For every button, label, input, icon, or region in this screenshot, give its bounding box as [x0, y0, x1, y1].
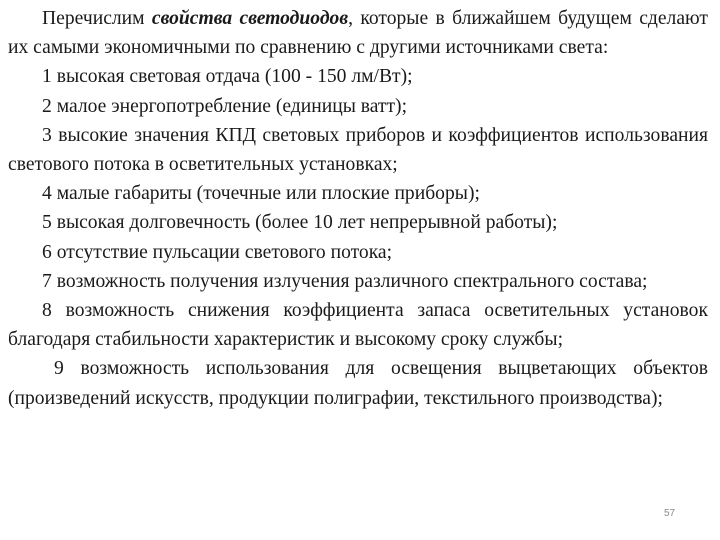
list-item-9: 9 возможность использования для освещения выцветающих объектов (произведений искусств, продукции полиграфии, текстильного производства);: [8, 358, 708, 409]
page-number: 57: [664, 508, 676, 519]
list-item-2: 2 малое энергопотребление (единицы ватт);: [42, 95, 408, 117]
list-item-5: 5 высокая долговечность (более 10 лет непрерывной работы);: [42, 212, 558, 234]
intro-paragraph: [8, 4, 708, 62]
list-item-4: 4 малые габариты (точечные или плоские приборы);: [42, 183, 480, 205]
list-item-7: 7 возможность получения излучения различного спектрального состава;: [42, 270, 648, 292]
list-item-3: 3 высокие значения КПД световых приборов и коэффициентов использования светового потока в осветительных установках;: [8, 124, 708, 176]
list-item-1: 1 высокая световая отдача (100 - 150 лм/Вт);: [42, 66, 413, 88]
intro-text-before: Перечислим: [42, 8, 152, 29]
document-page: [8, 4, 708, 413]
intro-text-after: , которые в ближайшем будущем сделают их самыми экономичными по сравнению с другими источниками света:: [8, 8, 708, 59]
list-item-6: 6 отсутствие пульсации светового потока;: [42, 241, 393, 263]
intro-emphasis: свойства светодиодов: [151, 8, 349, 29]
list-item-8: 8 возможность снижения коэффициента запаса осветительных установок благодаря стабильности характеристик и высокому сроку службы;: [8, 300, 708, 351]
